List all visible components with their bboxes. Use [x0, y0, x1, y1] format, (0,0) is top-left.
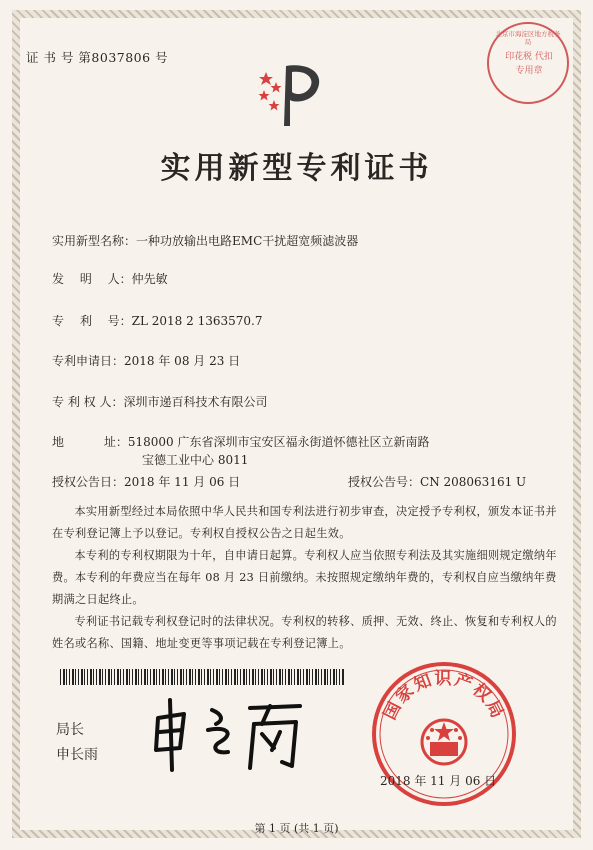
field-patent-number: 专 利 号：ZL 2018 2 1363570.7 — [52, 314, 263, 328]
certificate-number: 证 书 号 第8037806 号 — [26, 50, 169, 65]
seal-text: 国家知识产权局 — [379, 669, 509, 724]
field-grant-number: 授权公告号：CN 208063161 U — [348, 475, 527, 489]
tax-seal-outer-text: 北京市海淀区地方税务局 — [495, 30, 561, 46]
paragraph-grant: 本实用新型经过本局依照中华人民共和国专利法进行初步审查，决定授予专利权，颁发本证书并在专利登记簿上予以登记。专利权自授权公告之日起生效。 — [52, 505, 557, 540]
director-name: 申长雨 — [56, 747, 98, 763]
cnipa-logo-icon — [256, 56, 328, 128]
svg-text:国家知识产权局 — [380, 669, 508, 723]
field-patentee: 专 利 权 人：深圳市递百科技术有限公司 — [52, 395, 268, 409]
certificate-title: 实用新型专利证书 — [160, 151, 433, 186]
paragraph-legal-status: 专利证书记载专利权登记时的法律状况。专利权的转移、质押、无效、终止、恢复和专利权人的姓名或名称、国籍、地址变更等事项记载在专利登记簿上。 — [52, 615, 557, 650]
seal-date: 2018 年 11 月 06 日 — [380, 774, 497, 788]
paragraph-term: 本专利的专利权期限为十年，自申请日起算。专利权人应当依照专利法及其实施细则规定缴纳年费。本专利的年费应当在每年 08 月 23 日前缴纳。未按照规定缴纳年费的，专利权自应当缴纳年费期满之日起终止。 — [52, 549, 557, 606]
field-application-date: 专利申请日：2018 年 08 月 23 日 — [52, 354, 241, 368]
field-address-line2: 宝德工业中心 8011 — [142, 453, 249, 467]
tax-seal — [487, 22, 569, 104]
field-inventor: 发 明 人：仲先敏 — [52, 272, 168, 286]
national-emblem-icon — [422, 720, 466, 764]
field-utility-name: 实用新型名称：一种功放输出电路EMC干扰超宽频滤波器 — [52, 234, 359, 248]
director-title: 局长 — [56, 722, 84, 738]
field-grant-date: 授权公告日：2018 年 11 月 06 日 — [52, 475, 241, 489]
barcode — [60, 669, 344, 685]
page-number: 第 1 页 (共 1 页) — [254, 822, 339, 835]
field-address: 地 址：518000 广东省深圳市宝安区福永街道怀德社区立新南路 — [52, 435, 430, 449]
tax-seal-inner-text: 印花税 代扣专用章 — [505, 52, 553, 76]
director-signature — [150, 696, 310, 774]
